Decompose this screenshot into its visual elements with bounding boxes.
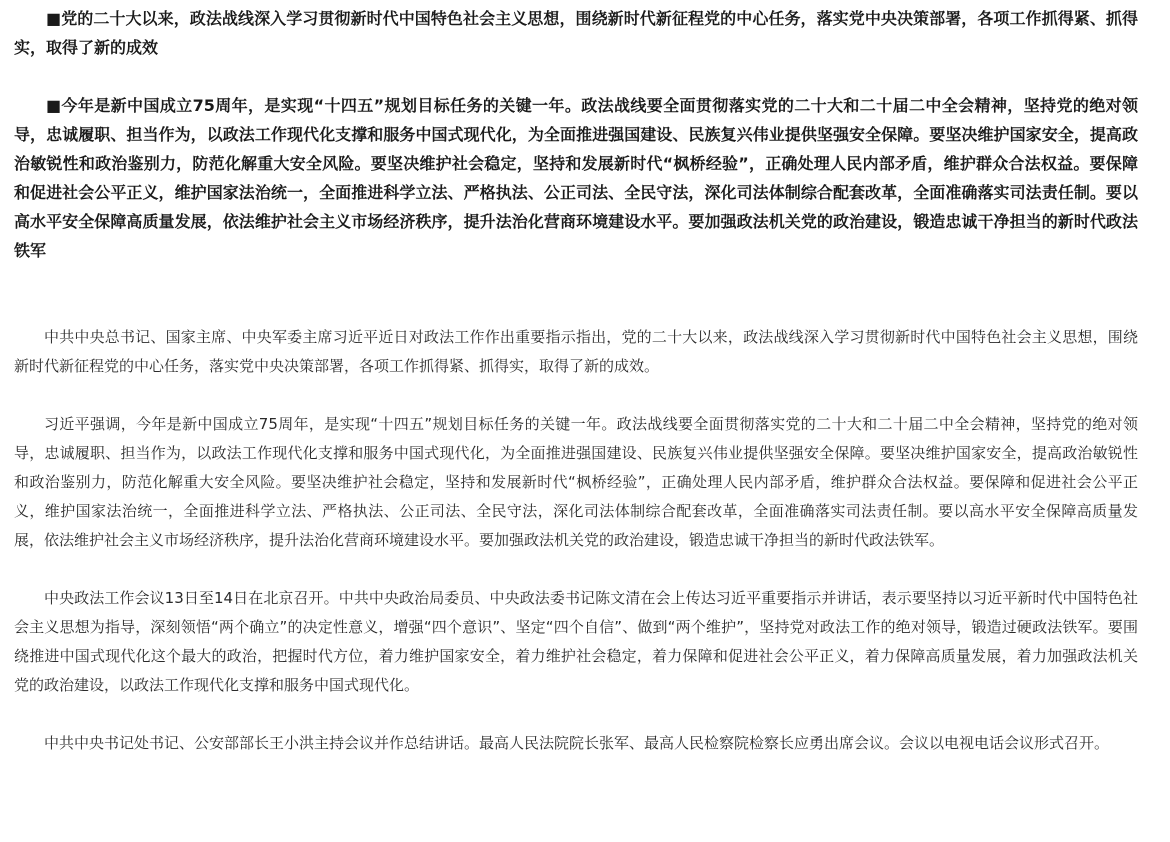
article-content [14,4,1138,758]
body-paragraph-4: 中共中央书记处书记、公安部部长王小洪主持会议并作总结讲话。最高人民法院院长张军、最高人民检察院检察长应勇出席会议。会议以电视电话会议形式召开。 [44,734,1110,752]
summary-point-2: ■今年是新中国成立75周年，是实现“十四五”规划目标任务的关键一年。政法战线要全面贯彻落实党的二十大和二十届二中全会精神，坚持党的绝对领导，忠诚履职、担当作为，以政法工作现代化支撑和服务中国式现代化，为全面推进强国建设、民族复兴伟业提供坚强安全保障。要坚决维护国家安全，提高政治敏锐性和政治鉴别力，防范化解重大安全风险。要坚决维护社会稳定，坚持和发展新时代“枫桥经验”，正确处理人民内部矛盾，维护群众合法权益。要保障和促进社会公平正义，维护国家法治统一，全面推进科学立法、严格执法、公正司法、全民守法，深化司法体制综合配套改革，全面准确落实司法责任制。要以高水平安全保障高质量发展，依法维护社会主义市场经济秩序，提升法治化营商环境建设水平。要加强政法机关党的政治建设，锻造忠诚干净担当的新时代政法铁军 [14,96,1138,260]
body-paragraph-3: 中央政法工作会议13日至14日在北京召开。中共中央政治局委员、中央政法委书记陈文清在会上传达习近平重要指示并讲话，表示要坚持以习近平新时代中国特色社会主义思想为指导，深刻领悟“两个确立”的决定性意义，增强“四个意识”、坚定“四个自信”、做到“两个维护”，坚持党对政法工作的绝对领导，锻造过硬政法铁军。要围绕推进中国式现代化这个最大的政治，把握时代方位，着力维护国家安全，着力维护社会稳定，着力保障和促进社会公平正义，着力保障高质量发展，着力加强政法机关党的政治建设，以政法工作现代化支撑和服务中国式现代化。 [14,589,1138,694]
body-paragraph-1: 中共中央总书记、国家主席、中央军委主席习近平近日对政法工作作出重要指示指出，党的二十大以来，政法战线深入学习贯彻新时代中国特色社会主义思想，围绕新时代新征程党的中心任务，落实党中央决策部署，各项工作抓得紧、抓得实，取得了新的成效。 [14,328,1138,375]
summary-point-1: ■党的二十大以来，政法战线深入学习贯彻新时代中国特色社会主义思想，围绕新时代新征程党的中心任务，落实党中央决策部署，各项工作抓得紧、抓得实，取得了新的成效 [14,9,1138,57]
body-paragraph-2: 习近平强调，今年是新中国成立75周年，是实现“十四五”规划目标任务的关键一年。政法战线要全面贯彻落实党的二十大和二十届二中全会精神，坚持党的绝对领导，忠诚履职、担当作为，以政法工作现代化支撑和服务中国式现代化，为全面推进强国建设、民族复兴伟业提供坚强安全保障。要坚决维护国家安全，提高政治敏锐性和政治鉴别力，防范化解重大安全风险。要坚决维护社会稳定，坚持和发展新时代“枫桥经验”，正确处理人民内部矛盾，维护群众合法权益。要保障和促进社会公平正义，维护国家法治统一，全面推进科学立法、严格执法、公正司法、全民守法，深化司法体制综合配套改革，全面准确落实司法责任制。要以高水平安全保障高质量发展，依法维护社会主义市场经济秩序，提升法治化营商环境建设水平。要加强政法机关党的政治建设，锻造忠诚干净担当的新时代政法铁军。 [14,415,1138,549]
